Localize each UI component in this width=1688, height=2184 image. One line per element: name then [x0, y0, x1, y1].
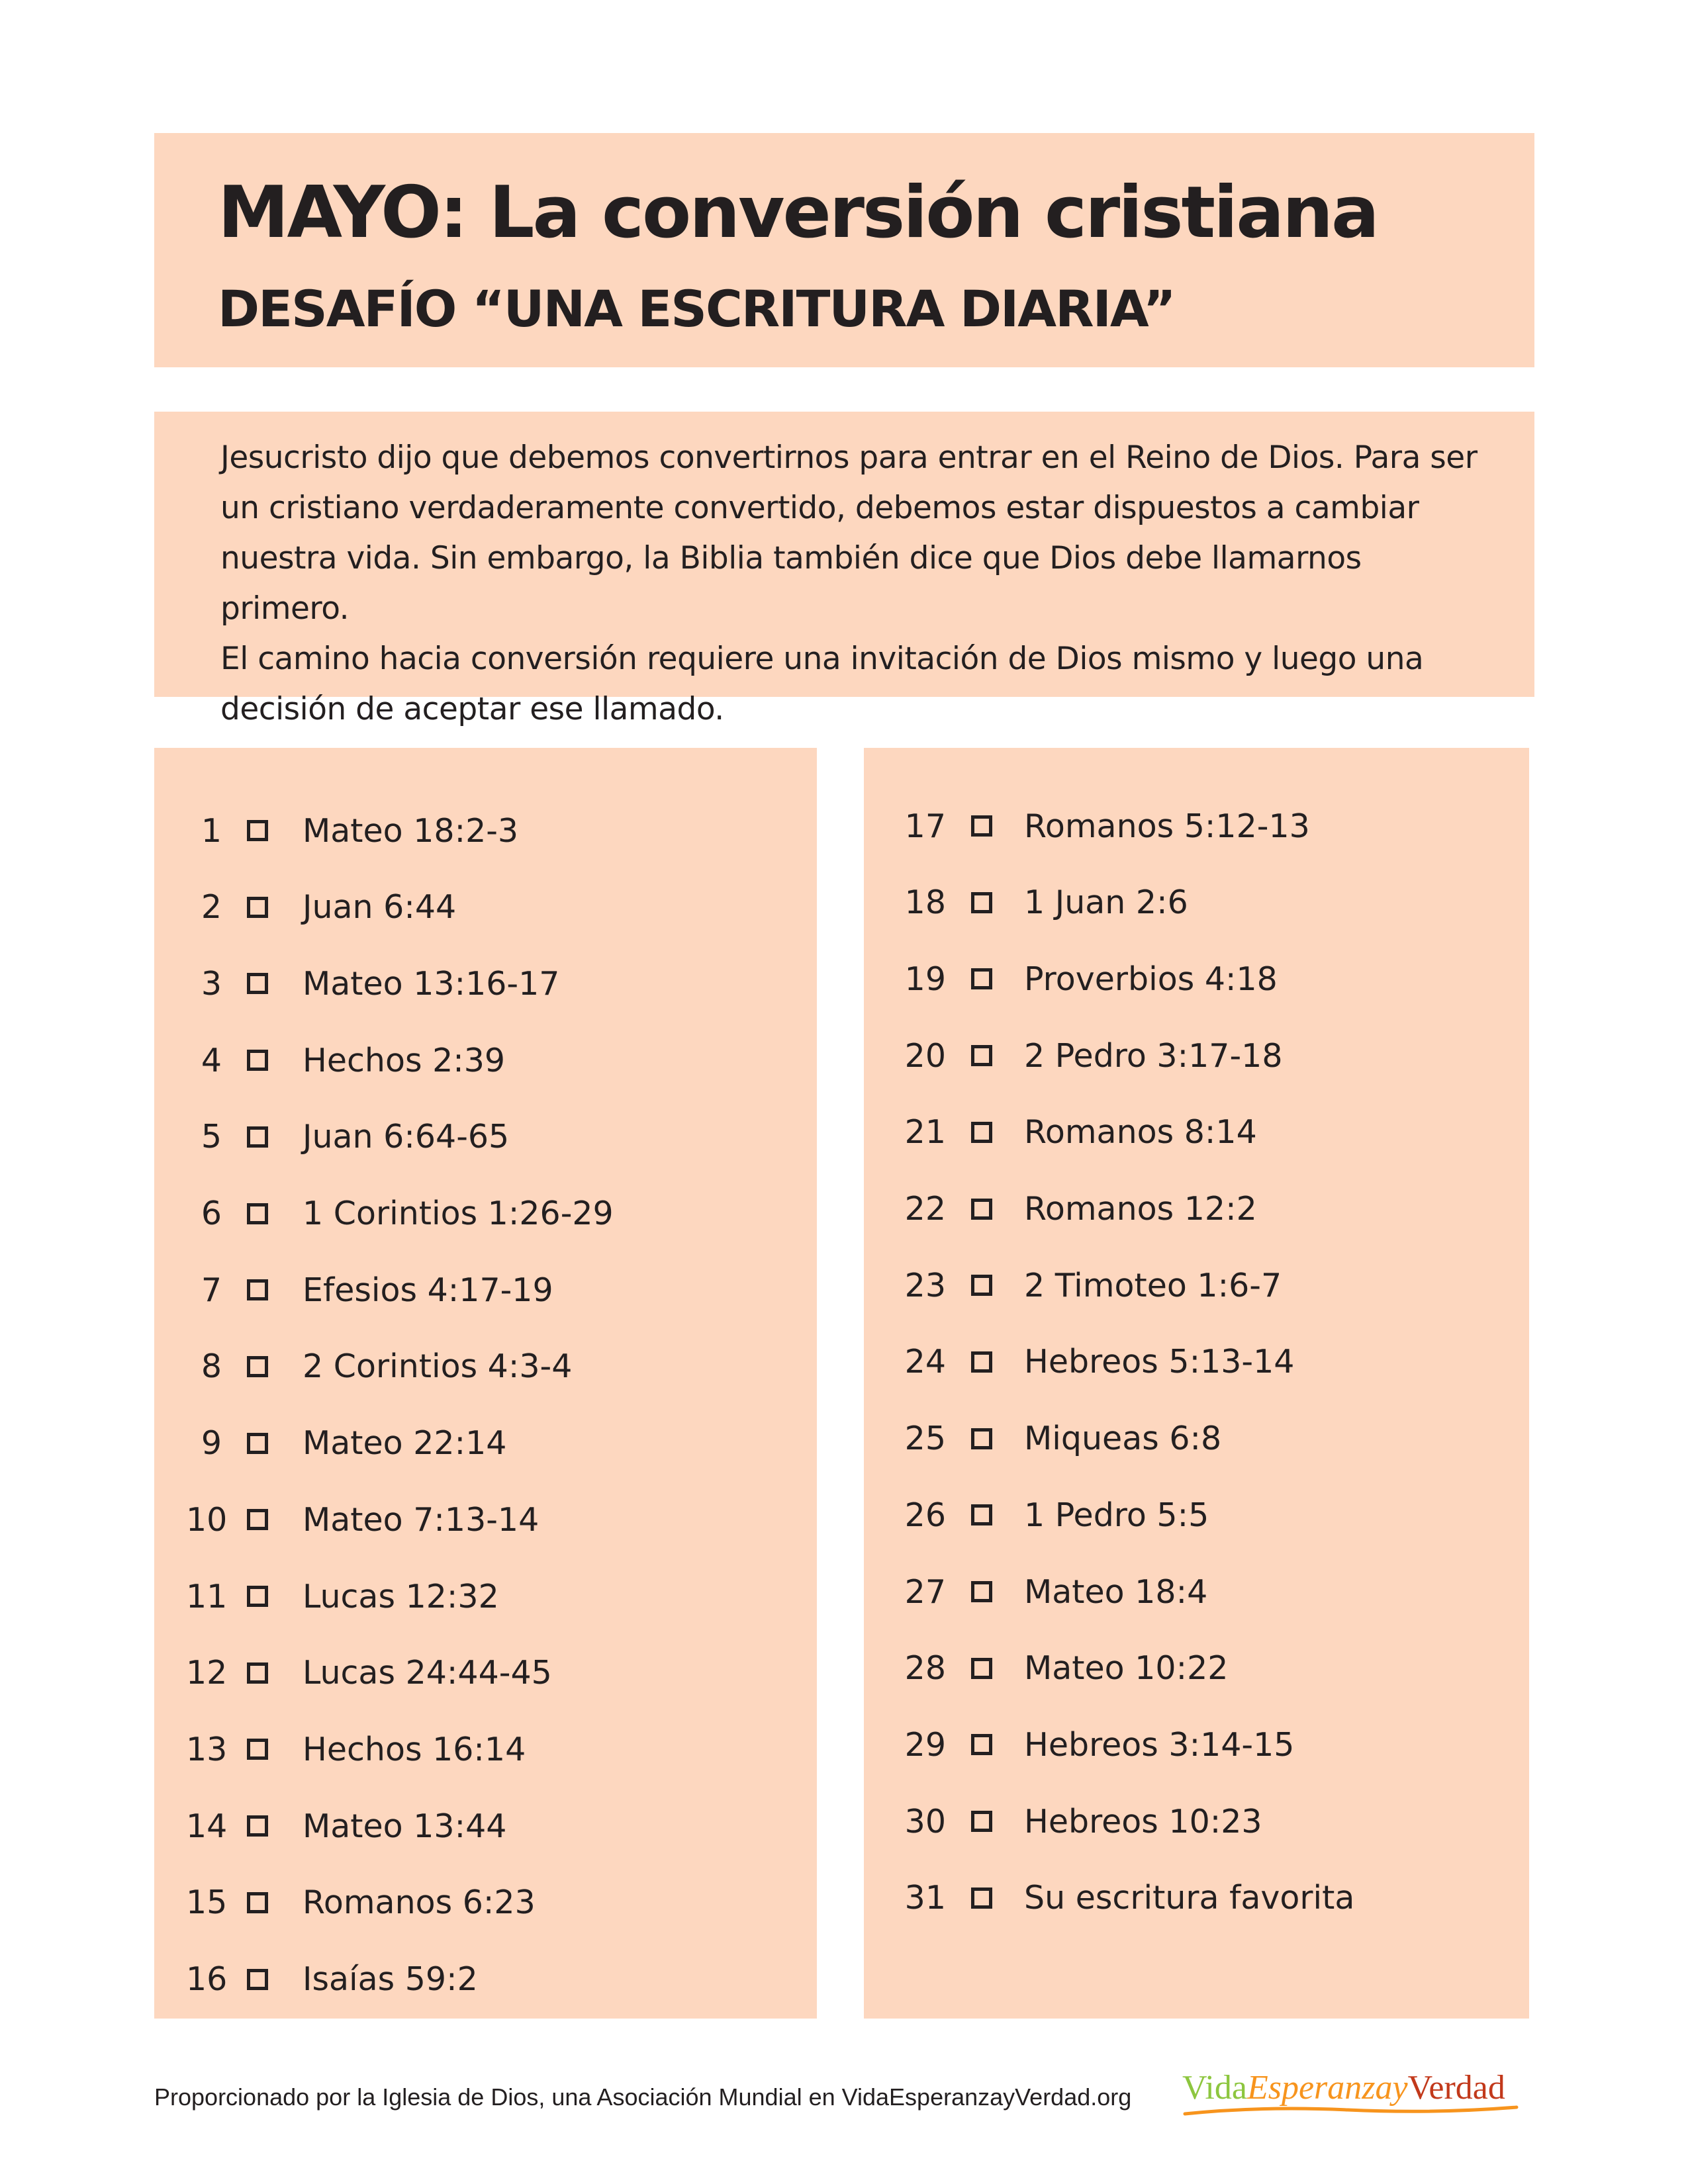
day-item: [154, 884, 456, 931]
day-number: 24: [904, 1343, 946, 1381]
intro-line: nuestra vida. Sin embargo, la Biblia también dice que Dios debe llamarnos primero.: [220, 540, 1362, 627]
day-item: [154, 1803, 506, 1849]
scripture-reference: Isaías 59:2: [303, 1960, 478, 1998]
logo-word-vida: Vida: [1182, 2069, 1247, 2107]
day-item: [154, 1956, 478, 2003]
day-checkbox-icon[interactable]: [247, 1433, 268, 1454]
scripture-reference: Hechos 16:14: [303, 1730, 526, 1768]
reading-list: [154, 748, 817, 2019]
reading-list: [864, 748, 1529, 2019]
day-item: [864, 1569, 1207, 1615]
day-number: 12: [186, 1654, 228, 1692]
day-number: 2: [201, 888, 222, 927]
day-number: 31: [904, 1879, 946, 1917]
day-item: [864, 880, 1188, 926]
intro-line: El camino hacia conversión requiere una invitación de Dios mismo y luego una: [220, 641, 1424, 677]
scripture-reference: Juan 6:44: [303, 888, 457, 927]
day-checkbox-icon[interactable]: [971, 1275, 992, 1296]
page-subtitle: DESAFÍO “UNA ESCRITURA DIARIA”: [218, 279, 1175, 338]
scripture-reference: Romanos 6:23: [303, 1884, 536, 1922]
day-item: [154, 1420, 506, 1467]
day-item: [864, 1645, 1228, 1692]
scripture-reference: 1 Corintios 1:26-29: [303, 1195, 614, 1232]
scripture-reference: Lucas 12:32: [303, 1577, 499, 1615]
day-number: 5: [201, 1118, 222, 1156]
day-checkbox-icon[interactable]: [971, 1581, 992, 1602]
day-number: 1: [201, 811, 222, 850]
day-item: [864, 1262, 1282, 1308]
day-number: 3: [201, 964, 222, 1003]
scripture-reference: 1 Pedro 5:5: [1024, 1496, 1209, 1534]
scripture-reference: Mateo 18:2-3: [303, 811, 519, 850]
scripture-reference: Proverbios 4:18: [1024, 960, 1278, 998]
day-item: [154, 1037, 505, 1083]
day-number: 14: [186, 1807, 228, 1845]
reading-list-right: [864, 748, 1529, 2019]
day-checkbox-icon[interactable]: [247, 1662, 268, 1684]
day-number: 11: [186, 1577, 228, 1615]
scripture-reference: Hechos 2:39: [303, 1041, 506, 1079]
day-checkbox-icon[interactable]: [971, 1122, 992, 1143]
day-checkbox-icon[interactable]: [971, 1351, 992, 1373]
day-item: [864, 1186, 1257, 1232]
day-item: [864, 1798, 1262, 1844]
day-checkbox-icon[interactable]: [247, 1892, 268, 1913]
scripture-reference: Mateo 18:4: [1024, 1572, 1208, 1611]
scripture-reference: Efesios 4:17-19: [303, 1271, 553, 1309]
day-checkbox-icon[interactable]: [971, 968, 992, 989]
brand-logo: [1182, 2064, 1520, 2123]
day-checkbox-icon[interactable]: [247, 1739, 268, 1760]
day-number: 21: [904, 1113, 946, 1152]
scripture-reference: Romanos 8:14: [1024, 1113, 1257, 1152]
day-item: [154, 1880, 536, 1926]
day-item: [154, 1650, 552, 1696]
day-checkbox-icon[interactable]: [971, 1428, 992, 1449]
day-item: [154, 1573, 499, 1619]
day-checkbox-icon[interactable]: [971, 1199, 992, 1220]
day-number: 23: [904, 1266, 946, 1304]
intro-line: Jesucristo dijo que debemos convertirnos para entrar en el Reino de Dios. Para ser: [220, 439, 1477, 476]
day-checkbox-icon[interactable]: [971, 892, 992, 913]
day-number: 15: [186, 1884, 228, 1922]
intro-paragraph: [220, 433, 1498, 735]
day-item: [154, 1496, 539, 1543]
day-item: [864, 1875, 1354, 1921]
logo-word-y: y: [1392, 2069, 1408, 2107]
day-item: [154, 1114, 509, 1160]
day-number: 9: [201, 1424, 222, 1463]
day-number: 16: [186, 1960, 228, 1998]
day-item: [154, 1191, 614, 1237]
day-number: 18: [904, 884, 946, 922]
day-number: 28: [904, 1649, 946, 1688]
day-item: [154, 1726, 526, 1772]
day-number: 6: [201, 1195, 222, 1232]
day-number: 10: [186, 1500, 228, 1539]
day-checkbox-icon[interactable]: [971, 1504, 992, 1525]
day-number: 27: [904, 1572, 946, 1611]
day-checkbox-icon[interactable]: [247, 973, 268, 994]
day-number: 8: [201, 1347, 222, 1386]
logo-swoosh-icon: [1182, 2103, 1520, 2119]
day-number: 17: [904, 807, 946, 845]
day-item: [864, 1492, 1209, 1538]
intro-line: decisión de aceptar ese llamado.: [220, 691, 724, 727]
day-item: [864, 1032, 1283, 1079]
day-item: [864, 1416, 1221, 1462]
day-item: [864, 803, 1310, 849]
day-item: [154, 1343, 572, 1390]
scripture-reference: Lucas 24:44-45: [303, 1654, 552, 1692]
day-number: 26: [904, 1496, 946, 1534]
day-number: 7: [201, 1271, 222, 1309]
scripture-reference: 2 Corintios 4:3-4: [303, 1347, 573, 1386]
day-item: [864, 956, 1278, 1002]
day-number: 22: [904, 1190, 946, 1228]
day-item: [154, 960, 559, 1007]
day-item: [864, 1721, 1294, 1768]
day-checkbox-icon[interactable]: [971, 1888, 992, 1909]
day-checkbox-icon[interactable]: [247, 1050, 268, 1071]
scripture-reference: Mateo 13:16-17: [303, 964, 560, 1003]
scripture-reference: Hebreos 5:13-14: [1024, 1343, 1295, 1381]
day-number: 19: [904, 960, 946, 998]
day-item: [154, 807, 518, 854]
reading-list-left: [154, 748, 817, 2019]
day-number: 13: [186, 1730, 228, 1768]
scripture-reference: 2 Timoteo 1:6-7: [1024, 1266, 1282, 1304]
day-checkbox-icon[interactable]: [247, 1969, 268, 1990]
day-checkbox-icon[interactable]: [971, 815, 992, 837]
day-checkbox-icon[interactable]: [247, 1203, 268, 1224]
day-number: 20: [904, 1036, 946, 1075]
scripture-reference: Hebreos 10:23: [1024, 1802, 1262, 1841]
logo-word-esperanza: Esperanza: [1246, 2069, 1393, 2107]
day-number: 30: [904, 1802, 946, 1841]
day-checkbox-icon[interactable]: [971, 1734, 992, 1755]
scripture-reference: Hebreos 3:14-15: [1024, 1725, 1295, 1764]
footer-credit: Proporcionado por la Iglesia de Dios, una Asociación Mundial en VidaEsperanzayVerdad.org: [154, 2083, 1132, 2111]
scripture-reference: Romanos 12:2: [1024, 1190, 1257, 1228]
scripture-reference: Mateo 7:13-14: [303, 1500, 539, 1539]
intro-line: un cristiano verdaderamente convertido, debemos estar dispuestos a cambiar: [220, 490, 1419, 526]
day-item: [864, 1109, 1257, 1156]
day-checkbox-icon[interactable]: [247, 1126, 268, 1148]
scripture-reference: Mateo 10:22: [1024, 1649, 1229, 1688]
day-checkbox-icon[interactable]: [247, 1586, 268, 1607]
scripture-reference: Juan 6:64-65: [303, 1118, 510, 1156]
day-checkbox-icon[interactable]: [247, 820, 268, 841]
logo-word-verdad: Verdad: [1407, 2069, 1505, 2107]
day-checkbox-icon[interactable]: [971, 1045, 992, 1066]
scripture-reference: Romanos 5:12-13: [1024, 807, 1310, 845]
scripture-reference: 1 Juan 2:6: [1024, 884, 1188, 922]
day-number: 25: [904, 1420, 946, 1458]
day-checkbox-icon[interactable]: [971, 1811, 992, 1832]
header-panel: [154, 133, 1534, 367]
day-number: 29: [904, 1725, 946, 1764]
scripture-reference: 2 Pedro 3:17-18: [1024, 1036, 1283, 1075]
scripture-reference: Mateo 13:44: [303, 1807, 507, 1845]
day-checkbox-icon[interactable]: [247, 1509, 268, 1530]
day-item: [864, 1339, 1294, 1385]
day-number: 4: [201, 1041, 222, 1079]
page-title: MAYO: La conversión cristiana: [218, 171, 1378, 254]
scripture-reference: Miqueas 6:8: [1024, 1420, 1222, 1458]
day-checkbox-icon[interactable]: [247, 897, 268, 918]
day-item: [154, 1267, 553, 1313]
day-checkbox-icon[interactable]: [247, 1815, 268, 1837]
day-checkbox-icon[interactable]: [247, 1356, 268, 1377]
day-checkbox-icon[interactable]: [971, 1658, 992, 1679]
scripture-reference: Mateo 22:14: [303, 1424, 507, 1463]
day-checkbox-icon[interactable]: [247, 1279, 268, 1300]
scripture-reference: Su escritura favorita: [1024, 1879, 1355, 1917]
intro-panel: [154, 412, 1534, 727]
